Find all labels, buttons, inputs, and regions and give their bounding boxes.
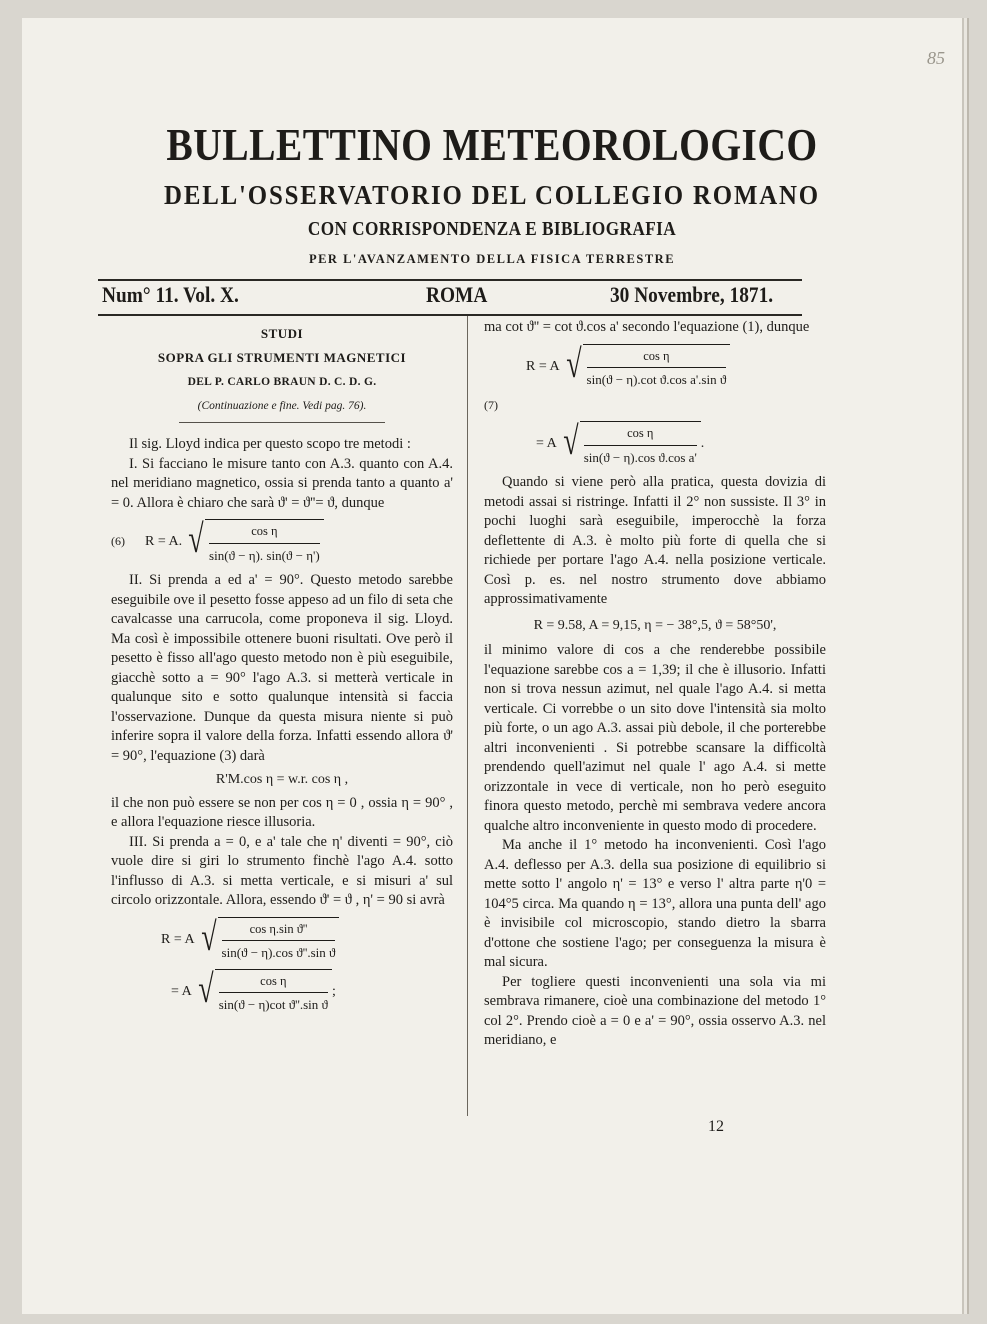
issue-place: ROMA <box>426 282 488 307</box>
numerator: cos η <box>584 422 697 446</box>
masthead-title: BULLETTINO METEOROLOGICO <box>166 119 818 170</box>
masthead-line4: PER L'AVANZAMENTO DELLA FISICA TERRESTRE <box>308 252 676 266</box>
formula-a <box>161 913 453 963</box>
paragraph: Ma anche il 1° metodo ha inconvenienti. Così l'ago A.4. deflesso per A.3. della sua posizione di equilibrio si mette sotto l' angolo η' = 13° e verso l' altra parte η'0 = 104°5 circa. Ma quando η = 13°, allora una punta dell' ago è invisibile col microscopio, stando dietro la sbarra d'ottone che sostiene l'ago; per conseguenza la misura è mal sicura. <box>484 837 826 970</box>
radical-sign: √ <box>565 340 582 386</box>
formula-tail: . <box>700 436 705 452</box>
denominator: sin(ϑ − η).cos ϑ.cos a' <box>583 449 697 465</box>
article-note: (Continuazione e fine. Vedi pag. 76). <box>197 399 367 412</box>
paragraph: Il sig. Lloyd indica per questo scopo tre metodi : <box>129 436 411 452</box>
numerator: cos η <box>219 970 328 994</box>
paragraph: I. Si facciano le misure tanto con A.3. quanto con A.4. nel meridiano magnetico, ossia si prenda tanto a quanto a' = 0. Allora è chiaro che sarà ϑ' = ϑ''= ϑ, dunque <box>111 455 453 511</box>
formula-a <box>526 340 826 390</box>
fraction <box>580 421 701 467</box>
formula-lhs: = A <box>536 436 557 452</box>
denominator: sin(ϑ − η).cos ϑ''.sin ϑ <box>221 945 336 960</box>
radical-sign: √ <box>563 418 579 463</box>
square-root <box>185 516 324 565</box>
article-title: SOPRA GLI STRUMENTI MAGNETICI <box>157 349 407 365</box>
denominator: sin(ϑ − η). sin(ϑ − η') <box>209 547 320 563</box>
denominator: sin(ϑ − η)cot ϑ''.sin ϑ <box>218 997 328 1012</box>
radical-sign: √ <box>198 965 214 1011</box>
issue-number: Num° 11. Vol. X. <box>102 282 239 307</box>
paragraph: III. Si prenda a = 0, e a' tale che η' diventi = 90°, ciò vuole dire si giri lo strumento finchè l'ago A.4. sotto l'influsso di A.3. si metta verticale, e si misuri a' sul circolo orizzontale. Allora, essendo ϑ' = ϑ , η' = 90 si avrà <box>111 833 453 908</box>
title-rule <box>179 422 384 423</box>
equation: R = 9.58, A = 9,15, η = − 38°,5, ϑ = 58°50', <box>533 617 777 633</box>
square-root <box>198 913 340 963</box>
denominator: sin(ϑ − η).cot ϑ.cos a'.sin ϑ <box>586 372 727 387</box>
masthead-line3: CON CORRISPONDENZA E BIBLIOGRAFIA <box>307 218 677 240</box>
column-divider <box>467 316 468 1116</box>
numerator: cos η <box>209 520 320 544</box>
formula-lhs: R = A <box>161 931 195 947</box>
fraction <box>218 917 340 963</box>
header-rule-top <box>98 279 802 281</box>
numerator: cos η <box>587 345 727 369</box>
issue-date: 30 Novembre, 1871. <box>610 282 774 307</box>
radical-sign: √ <box>188 516 204 561</box>
formula-b <box>171 965 453 1015</box>
paragraph: Per togliere questi inconvenienti una sola via mi sembrava rimanere, cioè una combinazione del metodo 1° col 2°. Prendo cioè a = 0 e a' = 90°, ossia osservo A.3. nel meridiano, e <box>484 973 826 1048</box>
paragraph: Quando si viene però alla pratica, questa dovizia di metodi assai si ristringe. Infatti il 2° non sussiste. Il 3° in pochi luoghi sarà eseguibile, imperocchè la forza deflettente di A.3. è molto più forte di quella che si richiede per portare l'ago A.4. nella posizione verticale. Così p. es. nel nostro strumento dove abbiamo approssimativamente <box>484 474 826 607</box>
paragraph: ma cot ϑ'' = cot ϑ.cos a' secondo l'equazione (1), dunque <box>484 319 810 335</box>
formula-lhs: R = A <box>526 358 560 374</box>
square-root <box>195 965 332 1015</box>
radical-sign: √ <box>200 913 217 959</box>
formula-lhs: = A <box>171 983 192 999</box>
square-root <box>560 418 701 467</box>
paragraph: II. Si prenda a ed a' = 90°. Questo metodo sarebbe eseguibile ove il pesetto fosse appeso ad un filo di seta che cavalcasse una carrucola, come proponeva il sig. Lloyd. Ma così è impossibile ottenere buoni risultati. Ove però il pesetto è fisso all'ago questo metodo non è più eseguibile, giacchè sotto a = 90° l'ago A.3. si metterà verticale in qualunque sito e sotto qualunque intensità si faccia l'osservazione. Dunque da questa misura niente si può inferire sopra il valore della forza. Infatti essendo allora ϑ' = 90°, l'equazione (3) darà <box>111 572 453 764</box>
formula-label: (7) <box>484 397 498 412</box>
paragraph: il minimo valore di cos a che renderebbe possibile l'equazione sarebbe cos a = 1,39; il che è illusorio. Infatti non si trova nessun azimut, nel quale l'ago A.4. si metta verticale. Ci vorrebbe o un sito dove l'intensità sia molto più forte, o un ago A.3. assai più debole, il che porterebbe altri inconvenienti . Si potrebbe scansare la difficoltà prendendo quell'azimut nel quale l' ago A.4. si mette orizzontale in vece di verticale, non ho però eseguito finora questo metodo, perchè mi sembrava vedere ancora qualche altro inconveniente in questo modo di procedere. <box>484 642 826 834</box>
formula-6 <box>111 516 453 565</box>
masthead-subtitle: DELL'OSSERVATORIO DEL COLLEGIO ROMANO <box>164 180 820 210</box>
newspaper-page <box>22 18 962 1314</box>
fraction <box>215 969 332 1015</box>
handwritten-page-note: 85 <box>927 48 945 68</box>
left-column <box>111 318 453 1021</box>
square-root <box>563 340 731 390</box>
article-author: DEL P. CARLO BRAUN D. C. D. G. <box>187 376 377 388</box>
header-rule-bottom <box>98 314 802 316</box>
equation: R'M.cos η = w.r. cos η , <box>215 772 349 787</box>
formula-tail: ; <box>331 983 336 999</box>
formula-label: (6) <box>111 534 125 549</box>
fraction <box>205 519 324 565</box>
article-heading: STUDI <box>260 326 304 341</box>
paragraph: il che non può essere se non per cos η = 0 , ossia η = 90° , e allora l'equazione riesce illusoria. <box>111 794 453 830</box>
numerator: cos η.sin ϑ'' <box>222 918 336 942</box>
right-column <box>484 318 826 1051</box>
fraction <box>583 344 731 390</box>
page-number: 12 <box>708 1118 724 1135</box>
formula-lhs: R = A. <box>145 534 183 550</box>
formula-7 <box>536 418 826 467</box>
